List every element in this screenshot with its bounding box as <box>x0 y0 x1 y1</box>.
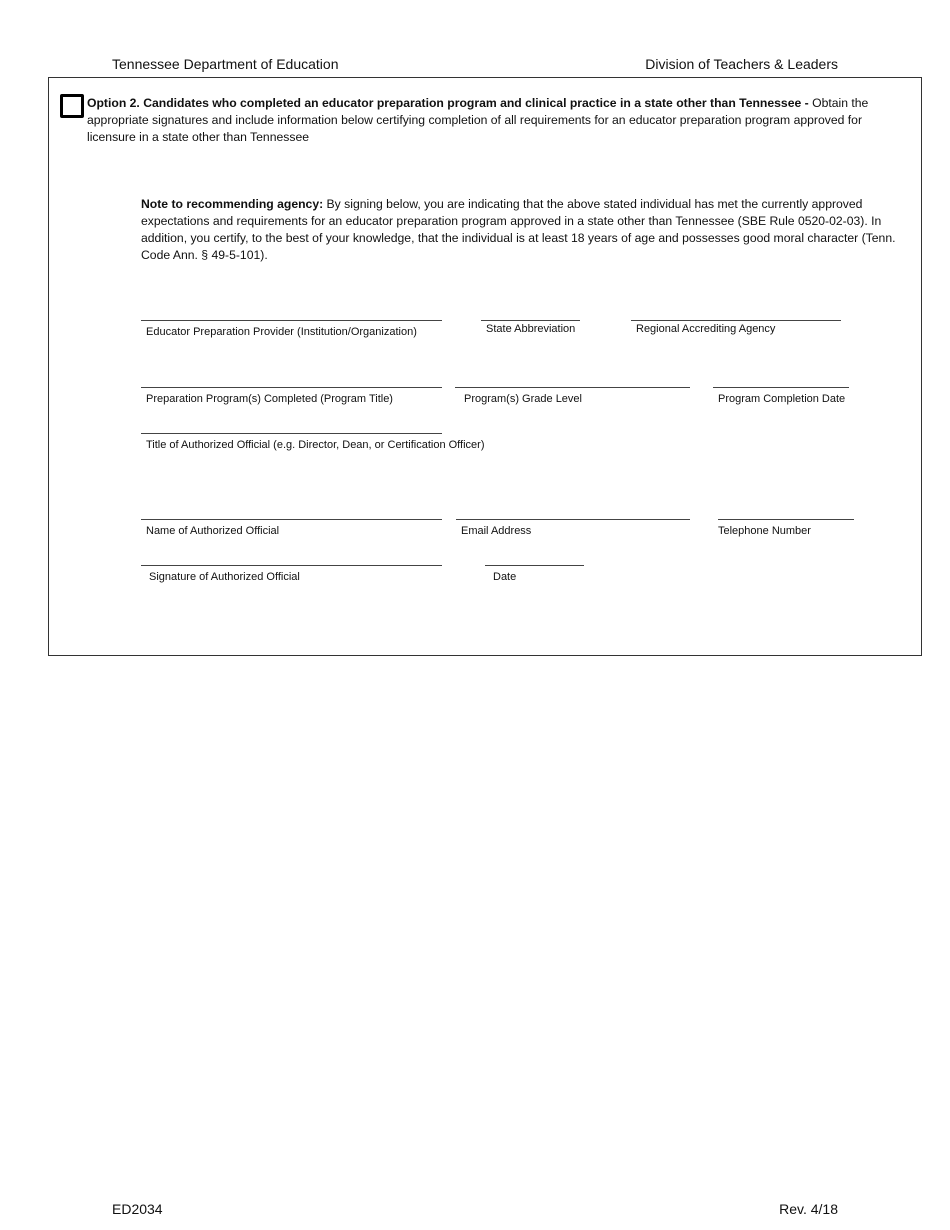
option-2-body: Obtain the appropriate signatures and include information below certifying completion of all requirements for an educator preparation program approved for licensure in a state other than Tennessee <box>87 96 869 144</box>
header-department: Tennessee Department of Education <box>112 56 339 72</box>
program-completed-field[interactable] <box>141 387 442 405</box>
signature-field[interactable] <box>141 565 442 583</box>
official-title-field[interactable] <box>141 433 485 451</box>
official-name-line[interactable] <box>141 519 442 520</box>
option-2-section <box>48 77 922 656</box>
revision-date: Rev. 4/18 <box>779 1201 838 1217</box>
completion-date-label: Program Completion Date <box>718 393 846 405</box>
epp-label: Educator Preparation Provider (Institution/Organization) <box>146 326 417 338</box>
header-division: Division of Teachers & Leaders <box>645 56 838 72</box>
grade-level-field[interactable] <box>455 387 690 405</box>
official-title-line[interactable] <box>141 433 442 434</box>
official-name-field[interactable] <box>141 519 442 537</box>
date-label: Date <box>493 571 517 583</box>
telephone-field[interactable] <box>718 519 854 537</box>
epp-line[interactable] <box>141 320 442 321</box>
official-title-label: Title of Authorized Official (e.g. Director, Dean, or Certification Officer) <box>146 439 485 451</box>
signature-line[interactable] <box>141 565 442 566</box>
state-abbreviation-field[interactable] <box>481 320 580 335</box>
epp-field[interactable] <box>141 320 442 338</box>
option-2-title: Option 2. Candidates who completed an educator preparation program and clinical practice in a state other than Tennessee - <box>87 96 809 110</box>
program-completed-line[interactable] <box>141 387 442 388</box>
accrediting-agency-line[interactable] <box>631 320 841 321</box>
form-number: ED2034 <box>112 1201 163 1217</box>
email-field[interactable] <box>456 519 690 537</box>
note-body: By signing below, you are indicating that the above stated individual has met the currently approved expectations and requirements for an educator preparation program approved in a state other than Tennessee (SBE Rule 0520-02-03). In addition, you certify, to the best of your knowledge, that the individual is at least 18 years of age and possesses good moral character (Tenn. Code Ann. § 49-5-101). <box>141 197 896 262</box>
state-abbreviation-label: State Abbreviation <box>486 323 576 335</box>
recommending-agency-note <box>141 196 917 264</box>
note-lead: Note to recommending agency: <box>141 197 324 211</box>
telephone-line[interactable] <box>718 519 854 520</box>
accrediting-agency-field[interactable] <box>631 320 841 335</box>
date-line[interactable] <box>485 565 584 566</box>
completion-date-line[interactable] <box>713 387 849 388</box>
state-abbreviation-line[interactable] <box>481 320 580 321</box>
completion-date-field[interactable] <box>713 387 849 405</box>
accrediting-agency-label: Regional Accrediting Agency <box>636 323 776 335</box>
telephone-label: Telephone Number <box>718 525 811 537</box>
grade-level-label: Program(s) Grade Level <box>464 393 582 405</box>
date-field[interactable] <box>485 565 584 583</box>
option-2-checkbox[interactable] <box>60 94 84 118</box>
option-2-text <box>87 95 887 146</box>
signature-label: Signature of Authorized Official <box>149 571 300 583</box>
grade-level-line[interactable] <box>455 387 690 388</box>
email-line[interactable] <box>456 519 690 520</box>
official-name-label: Name of Authorized Official <box>146 525 280 537</box>
email-label: Email Address <box>461 525 532 537</box>
program-completed-label: Preparation Program(s) Completed (Program Title) <box>146 393 393 405</box>
